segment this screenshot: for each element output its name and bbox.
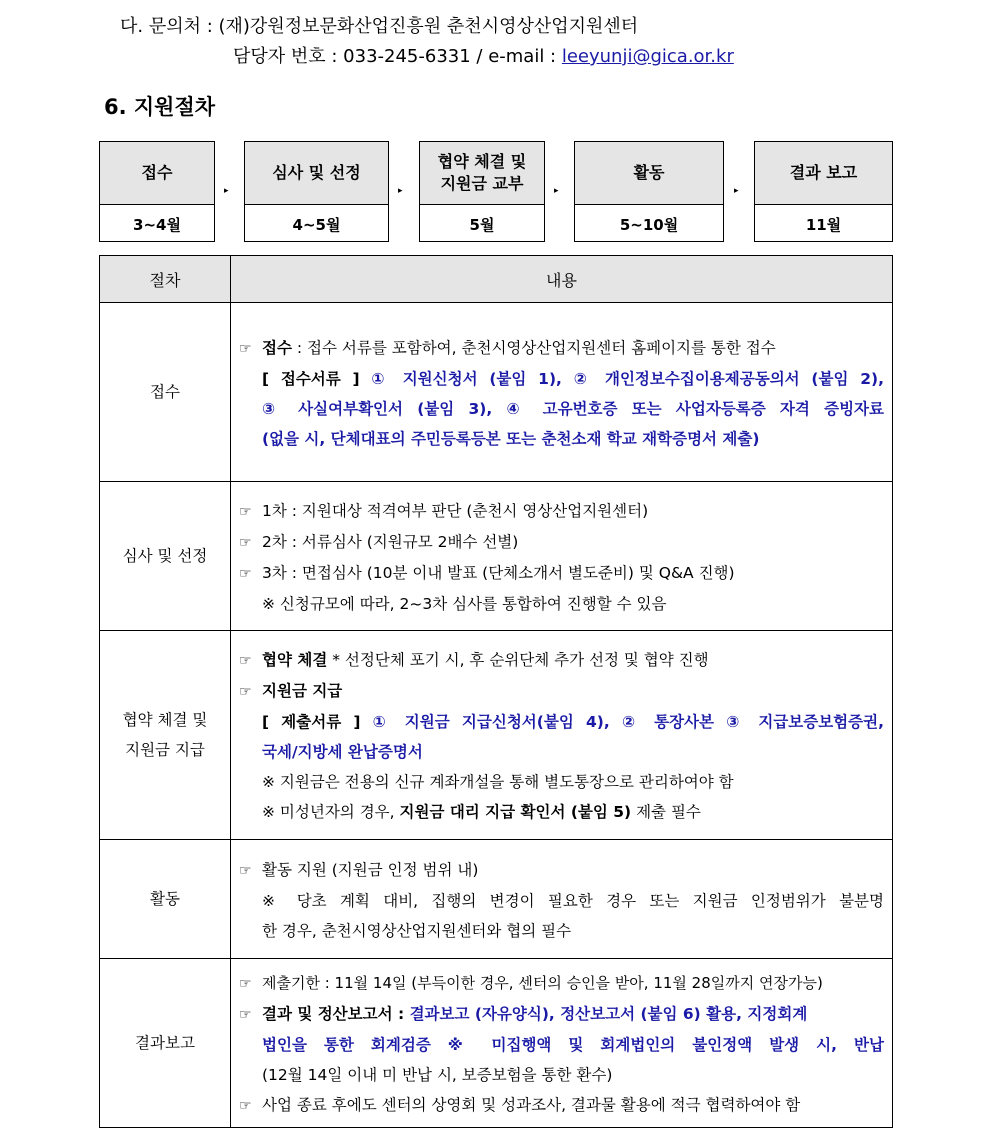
flow-step-hyeobyak (419, 141, 545, 242)
contact-line: 다. 문의처 : (재)강원정보문화산업진흥원 춘천시영상산업지원센터 (120, 16, 639, 37)
pointing-hand-icon: ☞ (239, 534, 252, 551)
pointing-hand-icon: ☞ (239, 1006, 252, 1023)
flow-step-period: 11월 (805, 215, 842, 234)
flow-step-hwaldong (574, 141, 724, 242)
contact-info (120, 12, 734, 72)
flow-step-period: 5월 (469, 215, 495, 234)
row-content: ☞ 제출기한 : 11월 14일 (부득이한 경우, 센터의 승인을 받아, 11월 28일까지 연장가능) ☞ 결과 및 정산보고서 : 결과보고 (자유양식), 정산보고서 (붙임 6) 활용, 지정회계 법인을 통한 회계검증 ※ 미집행액 및 회계법인의 불인정액 발생 시, 반납 (12월 14일 이내 미 반납 시, 보증보험을 통한 환수) ☞ 사업 종료 후에도 센터의 상영회 및 성과조사, 결과물 활용에 적극 협력하여야 함 (231, 959, 893, 1128)
flow-step-title: 심사 및 선정 (245, 142, 388, 205)
row-label: 결과보고 (100, 959, 231, 1128)
flow-step-simsa (244, 141, 389, 242)
row-content: ☞ 활동 지원 (지원금 인정 범위 내) ※ 당초 계획 대비, 집행의 변경이 필요한 경우 또는 지원금 인정범위가 불분명 한 경우, 춘천시영상산업지원센터와 협의 필수 (231, 840, 893, 959)
pointing-hand-icon: ☞ (239, 684, 252, 700)
table-row (100, 482, 893, 631)
flow-arrow-icon: ▸ (734, 186, 739, 196)
header-content: 내용 (231, 256, 893, 303)
contact-phone-line (120, 42, 734, 72)
row-label: 접수 (100, 303, 231, 482)
pointing-hand-icon: ☞ (239, 975, 252, 992)
flow-step-period: 3~4월 (133, 215, 181, 234)
flow-step-result (754, 141, 893, 242)
flow-step-period: 4~5월 (292, 215, 341, 234)
row-label: 협약 체결 및 지원금 지급 (100, 631, 231, 840)
table-row (100, 840, 893, 959)
contact-phone: 담당자 번호 : 033-245-6331 / e-mail : (233, 46, 562, 67)
flow-step-period: 5~10월 (619, 215, 679, 234)
email-link[interactable]: leeyunji@gica.or.kr (561, 46, 734, 67)
header-step: 절차 (100, 256, 231, 303)
row-content: ☞ 접수 : 접수 서류를 포함하여, 춘천시영상산업지원센터 홈페이지를 통한 접수 [ 접수서류 ] ① 지원신청서 (붙임 1), ② 개인정보수집이용제공동의서 (붙임 2), ③ 사실여부확인서 (붙임 3), ④ 고유번호증 또는 사업자등록증 자격 증빙자료 (없을 시, 단체대표의 주민등록등본 또는 춘천소재 학교 재학증명서 제출) (231, 303, 893, 482)
flow-arrow-icon: ▸ (224, 186, 229, 196)
row-content: ☞ 1차 : 지원대상 적격여부 판단 (춘천시 영상산업지원센터) ☞ 2차 : 서류심사 (지원규모 2배수 선별) ☞ 3차 : 면접심사 (10분 이내 발표 (단체소개서 별도준비) 및 Q&A 진행) ※ 신청규모에 따라, 2~3차 심사를 통합하여 진행할 수 있음 (231, 482, 893, 631)
table-row (100, 631, 893, 840)
flow-step-title: 협약 체결 및 지원금 교부 (420, 142, 544, 205)
row-label: 심사 및 선정 (100, 482, 231, 631)
pointing-hand-icon: ☞ (239, 653, 252, 669)
section-title: 6. 지원절차 (104, 95, 216, 119)
flow-step-jeopsu (99, 141, 215, 242)
pointing-hand-icon: ☞ (239, 862, 252, 879)
row-label: 활동 (100, 840, 231, 959)
pointing-hand-icon: ☞ (239, 340, 252, 357)
flow-step-title: 결과 보고 (755, 142, 892, 205)
procedure-table (99, 255, 893, 1128)
pointing-hand-icon: ☞ (239, 565, 252, 582)
flow-step-title: 접수 (100, 142, 214, 205)
row-content: ☞ 협약 체결 * 선정단체 포기 시, 후 순위단체 추가 선정 및 협약 진행 ☞ 지원금 지급 [ 제출서류 ] ① 지원금 지급신청서(붙임 4), ② 통장사본 ③ 지급보증보험증권, 국세/지방세 완납증명서 ※ 지원금은 전용의 신규 계좌개설을 통해 별도통장으로 관리하여야 함 ※ 미성년자의 경우, 지원금 대리 지급 확인서 (붙임 5) 제출 필수 (231, 631, 893, 840)
pointing-hand-icon: ☞ (239, 1097, 252, 1114)
process-flow (0, 141, 992, 244)
table-row (100, 959, 893, 1128)
flow-step-title: 활동 (575, 142, 723, 205)
table-row (100, 303, 893, 482)
pointing-hand-icon: ☞ (239, 503, 252, 520)
flow-arrow-icon: ▸ (398, 186, 403, 196)
flow-arrow-icon: ▸ (554, 186, 559, 196)
